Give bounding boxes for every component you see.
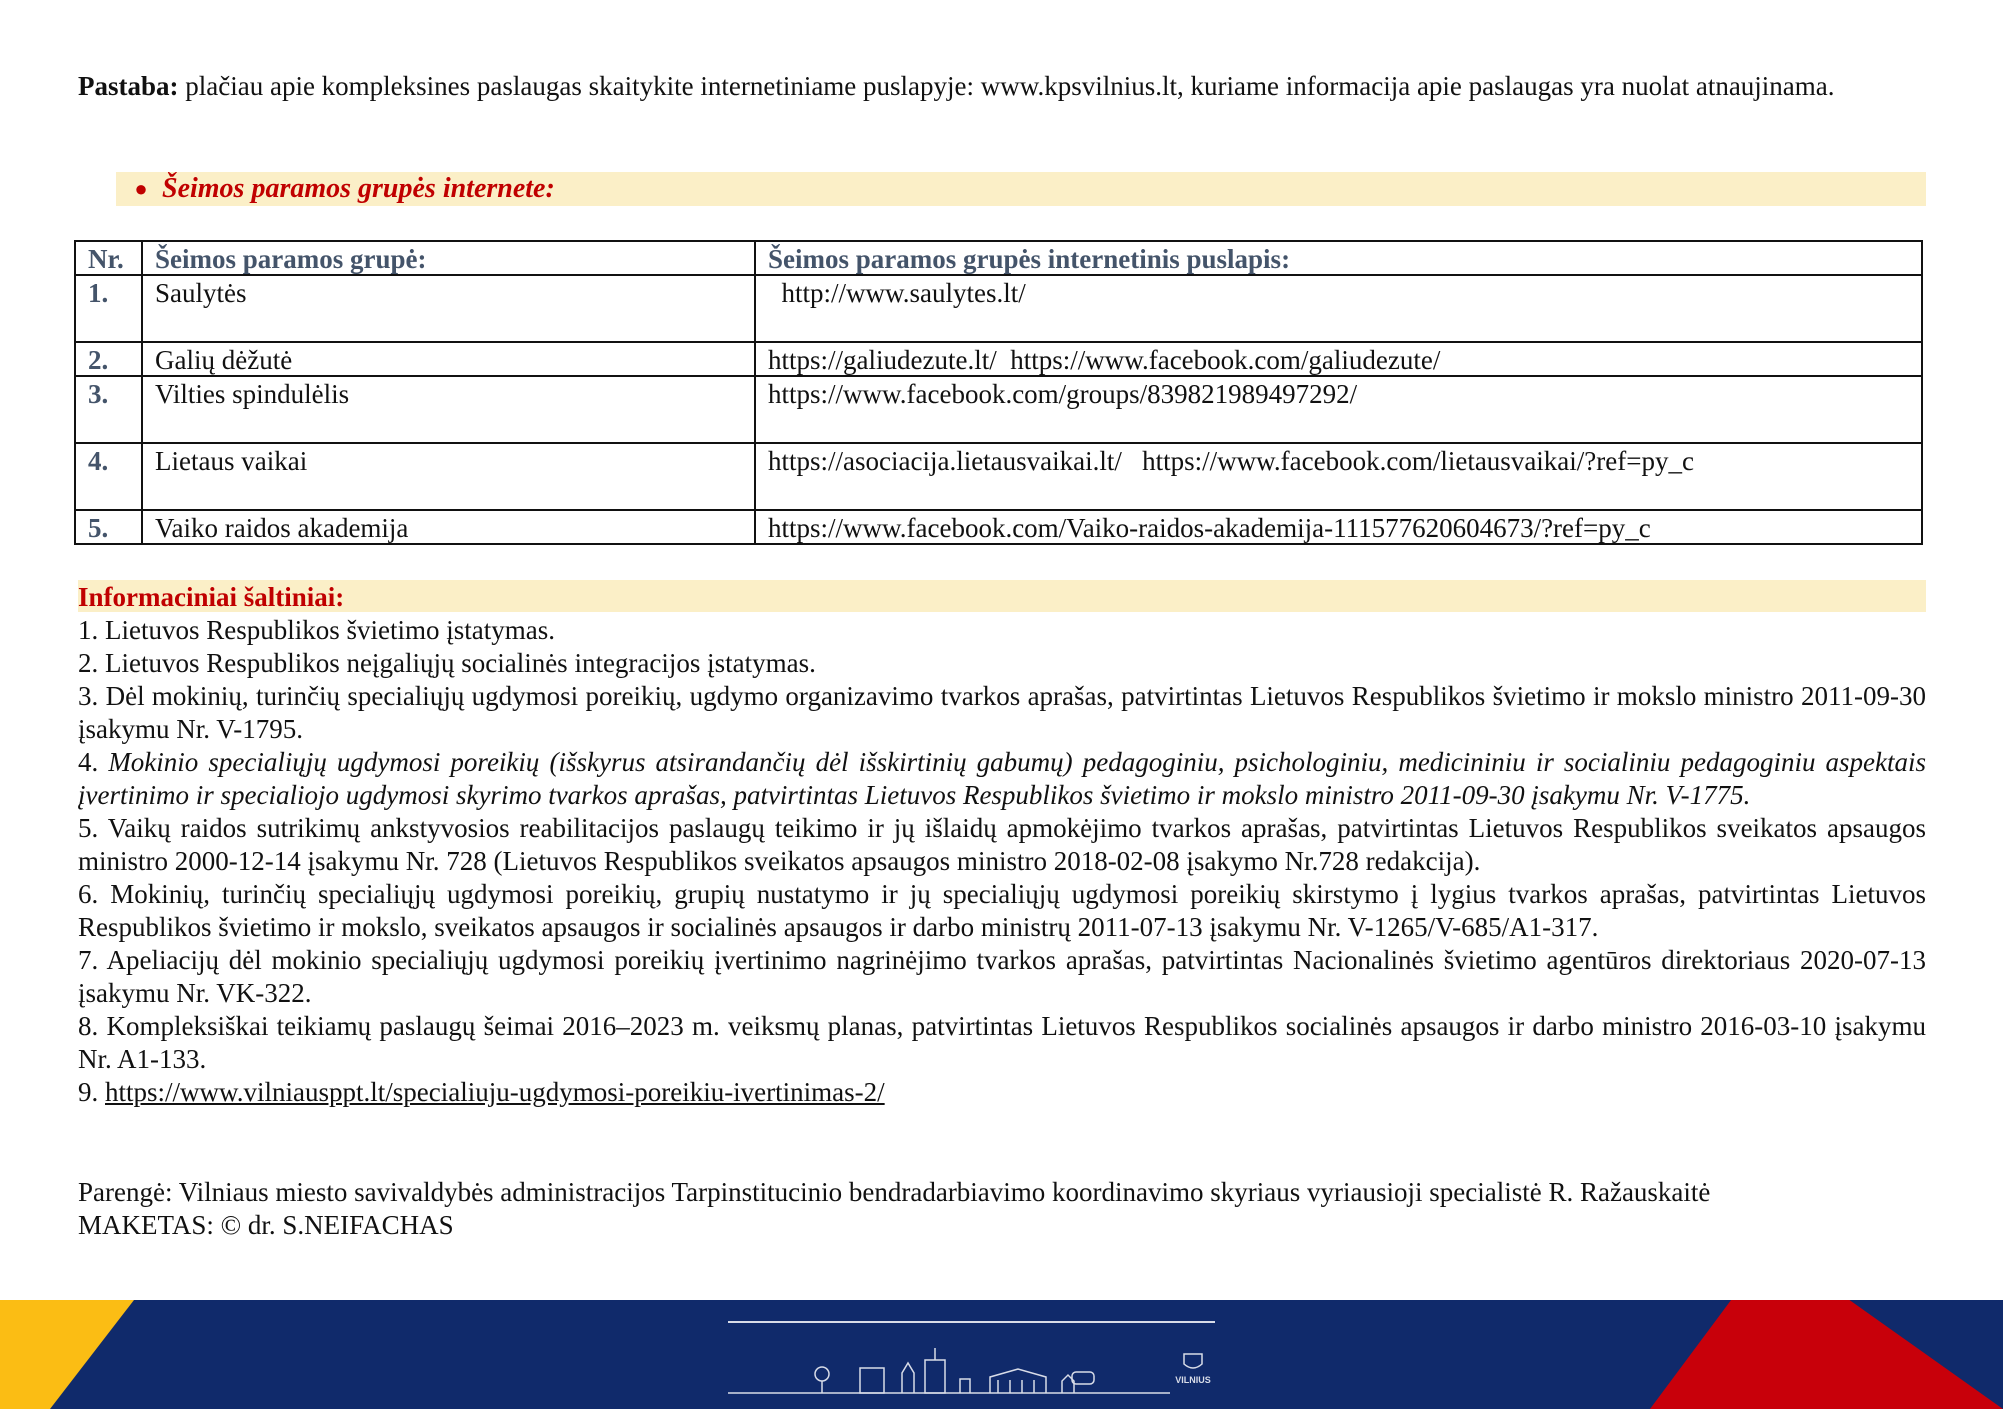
source-item: 2. Lietuvos Respublikos neįgaliųjų socialinės integracijos įstatymas. <box>78 648 816 678</box>
source-item <box>78 746 1926 812</box>
source-item: 8. Kompleksiškai teikiamų paslaugų šeimai 2016–2023 m. veiksmų planas, patvirtintas Lietuvos Respublikos socialinės apsaugos ir darbo ministro 2016-03-10 įsakymu Nr. A1-133. <box>78 1011 1926 1074</box>
support-groups-table <box>74 240 1923 545</box>
row-website <box>755 376 1922 443</box>
table-row <box>75 376 1922 443</box>
row-url[interactable]: https://www.facebook.com/Vaiko-raidos-akademija-111577620604673/?ref=py_c <box>768 513 1651 543</box>
source-link[interactable]: https://www.vilniausppt.lt/specialiuju-ugdymosi-poreikiu-ivertinimas-2/ <box>105 1077 885 1107</box>
row-group-name: Galių dėžutė <box>142 342 755 376</box>
row-nr: 3. <box>75 376 142 443</box>
note-label: Pastaba: <box>78 71 179 101</box>
row-url[interactable]: https://galiudezute.lt/ https://www.facebook.com/galiudezute/ <box>768 345 1441 375</box>
credits <box>78 1176 1926 1242</box>
table-header-row <box>75 241 1922 275</box>
row-website <box>755 510 1922 544</box>
row-website <box>755 443 1922 510</box>
sources-list <box>78 614 1926 1109</box>
source-item: 1. Lietuvos Respublikos švietimo įstatymas. <box>78 615 555 645</box>
row-nr: 4. <box>75 443 142 510</box>
note-text: plačiau apie kompleksines paslaugas skaitykite internetiniame puslapyje: www.kpsvilnius.lt, kuriame informacija apie paslaugas yra nuolat atnaujinama. <box>178 71 1835 101</box>
row-url[interactable]: http://www.saulytes.lt/ <box>768 278 1026 308</box>
sources-title: Informaciniai šaltiniai: <box>78 582 345 612</box>
table-row <box>75 275 1922 342</box>
row-group-name: Vaiko raidos akademija <box>142 510 755 544</box>
source-item: 3. Dėl mokinių, turinčių specialiųjų ugdymosi poreikių, ugdymo organizavimo tvarkos aprašas, patvirtintas Lietuvos Respublikos švietimo ir mokslo ministro 2011-09-30 įsakymu Nr. V-1795. <box>78 681 1926 744</box>
table-row <box>75 510 1922 544</box>
note-paragraph <box>78 70 1926 103</box>
source-item: 7. Apeliacijų dėl mokinio specialiųjų ugdymosi poreikių įvertinimo nagrinėjimo tvarkos aprašas, patvirtintas Nacionalinės švietimo agentūros direktoriaus 2020-07-13 įsakymu Nr. VK-322. <box>78 945 1926 1008</box>
source-item <box>78 1076 1926 1109</box>
header-nr: Nr. <box>75 241 142 275</box>
header-group: Šeimos paramos grupė: <box>142 241 755 275</box>
source-item-number: 4. <box>78 747 109 777</box>
row-nr: 5. <box>75 510 142 544</box>
footer-city-label: VILNIUS <box>1175 1375 1211 1385</box>
prepared-by: Parengė: Vilniaus miesto savivaldybės administracijos Tarpinstitucinio bendradarbiavimo koordinavimo skyriaus vyriausioji specialistė R. Ražauskaitė <box>78 1177 1711 1207</box>
bullet-icon: ● <box>134 176 148 201</box>
footer-banner <box>0 1300 2003 1409</box>
row-nr: 2. <box>75 342 142 376</box>
groups-heading-text: Šeimos paramos grupės internete: <box>162 173 555 204</box>
row-group-name: Saulytės <box>142 275 755 342</box>
row-url[interactable]: https://www.facebook.com/groups/839821989497292/ <box>768 379 1358 409</box>
sources-heading-band <box>78 580 1926 612</box>
row-website <box>755 275 1922 342</box>
table-row <box>75 342 1922 376</box>
groups-heading <box>120 172 555 206</box>
source-item-text: Mokinio specialiųjų ugdymosi poreikių (išskyrus atsirandančių dėl išskirtinių gabumų) pedagoginiu, psichologiniu, medicininiu ir socialiniu pedagoginiu aspektais įvertinimo ir specialiojo ugdymosi skyrimo tvarkos aprašas, patvirtintas Lietuvos Respublikos švietimo ir mokslo ministro 2011-09-30 įsakymu Nr. V-1775. <box>78 747 1927 810</box>
table-row <box>75 443 1922 510</box>
layout-credit: MAKETAS: © dr. S.NEIFACHAS <box>78 1210 454 1240</box>
footer-graphic <box>0 1300 2003 1409</box>
row-url[interactable]: https://asociacija.lietausvaikai.lt/ https://www.facebook.com/lietausvaikai/?ref=py_c <box>768 446 1694 476</box>
source-item: 5. Vaikų raidos sutrikimų ankstyvosios reabilitacijos paslaugų teikimo ir jų išlaidų apmokėjimo tvarkos aprašas, patvirtintas Lietuvos Respublikos sveikatos apsaugos ministro 2000-12-14 įsakymu Nr. 728 (Lietuvos Respublikos sveikatos apsaugos ministro 2018-02-08 įsakymo Nr.728 redakcija). <box>78 813 1926 876</box>
source-item-number: 9. <box>78 1077 105 1107</box>
row-group-name: Lietaus vaikai <box>142 443 755 510</box>
row-website <box>755 342 1922 376</box>
row-group-name: Vilties spindulėlis <box>142 376 755 443</box>
header-website: Šeimos paramos grupės internetinis puslapis: <box>755 241 1922 275</box>
row-nr: 1. <box>75 275 142 342</box>
source-item: 6. Mokinių, turinčių specialiųjų ugdymosi poreikių, grupių nustatymo ir jų specialiųjų ugdymosi poreikių skirstymo į lygius tvarkos aprašas, patvirtintas Lietuvos Respublikos švietimo ir mokslo, sveikatos apsaugos ir socialinės apsaugos ir darbo ministrų 2011-07-13 įsakymu Nr. V-1265/V-685/A1-317. <box>78 879 1926 942</box>
